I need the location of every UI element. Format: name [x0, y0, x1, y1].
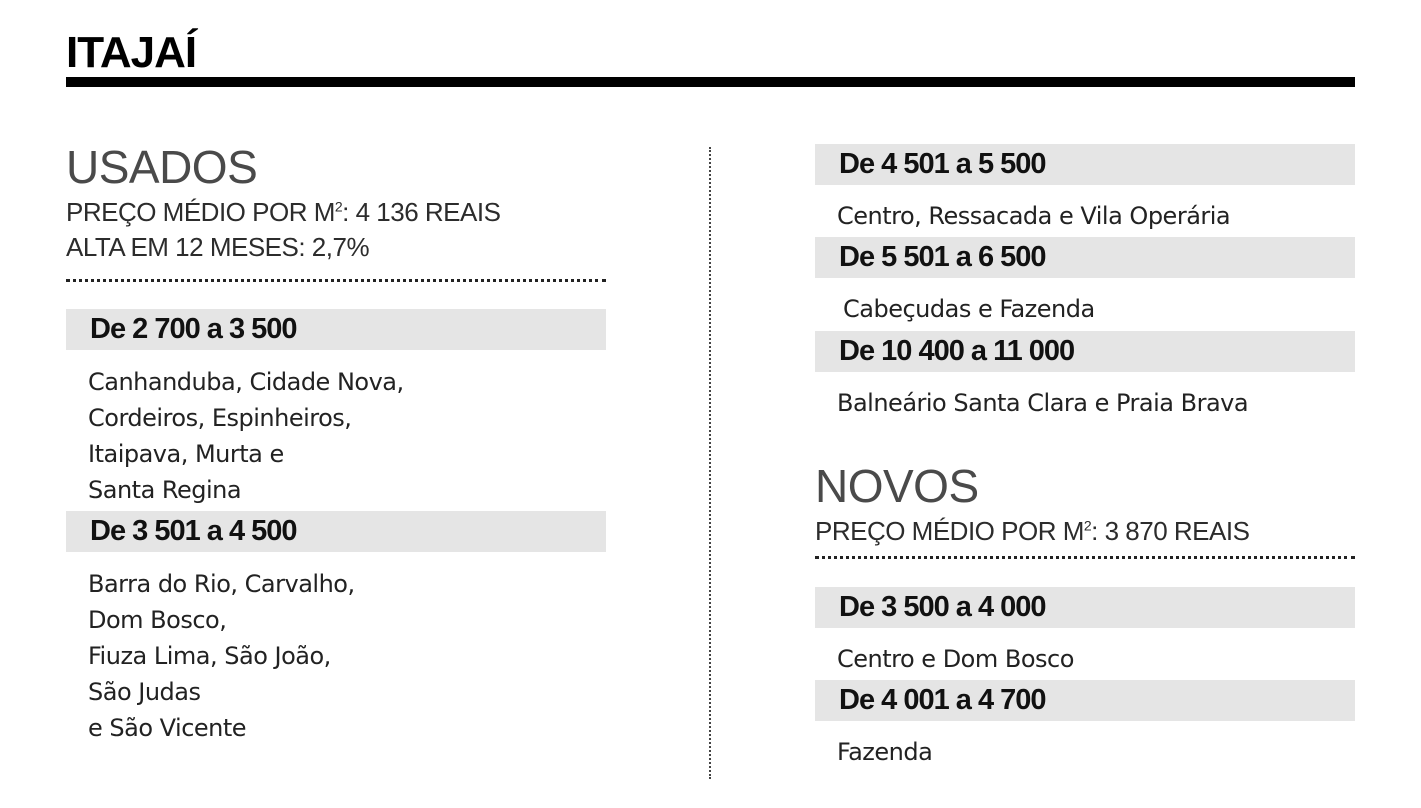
- usados-price-label: PREÇO MÉDIO POR M: [66, 197, 335, 227]
- range-label: De 3 500 a 4 000: [839, 591, 1046, 623]
- novos-average-price: [815, 514, 1355, 549]
- usados-range-4: [815, 237, 1355, 278]
- usados-range-1: [66, 309, 606, 350]
- usados-average-price: [66, 195, 606, 230]
- usados-range-2-neighborhoods: [88, 566, 355, 746]
- novos-range-2-neighborhoods: [837, 734, 932, 770]
- neighborhood-line: e São Vicente: [88, 714, 247, 742]
- range-label: De 3 501 a 4 500: [90, 515, 297, 547]
- usados-range-3-neighborhoods: [837, 198, 1230, 234]
- usados-annual-change: ALTA EM 12 MESES: 2,7%: [66, 232, 370, 262]
- usados-range-3: [815, 144, 1355, 185]
- usados-divider: [66, 279, 606, 282]
- usados-range-1-neighborhoods: [88, 364, 404, 508]
- novos-range-1-neighborhoods: [837, 641, 1074, 677]
- range-label: De 2 700 a 3 500: [90, 313, 297, 345]
- neighborhood-line: São Judas: [88, 678, 201, 706]
- range-label: De 5 501 a 6 500: [839, 241, 1046, 273]
- novos-divider: [815, 556, 1355, 559]
- novos-section: [815, 461, 1355, 559]
- range-label: De 4 001 a 4 700: [839, 684, 1046, 716]
- usados-section: [66, 142, 606, 282]
- usados-price-sup: 2: [334, 198, 343, 215]
- neighborhood-line: Canhanduba, Cidade Nova,: [88, 368, 404, 396]
- column-divider: [709, 147, 711, 779]
- neighborhood-line: Itaipava, Murta e: [88, 440, 284, 468]
- usados-range-4-neighborhoods: [843, 291, 1095, 327]
- neighborhood-line: Centro, Ressacada e Vila Operária: [837, 202, 1231, 230]
- neighborhood-line: Santa Regina: [88, 476, 242, 504]
- neighborhood-line: Balneário Santa Clara e Praia Brava: [837, 389, 1249, 417]
- neighborhood-line: Cordeiros, Espinheiros,: [88, 404, 352, 432]
- page-title: ITAJAÍ: [66, 28, 197, 77]
- neighborhood-line: Dom Bosco,: [88, 606, 227, 634]
- novos-range-2: [815, 680, 1355, 721]
- neighborhood-line: Fazenda: [837, 738, 933, 766]
- novos-price-sup: 2: [1083, 517, 1092, 534]
- neighborhood-line: Cabeçudas e Fazenda: [843, 295, 1095, 323]
- novos-range-1: [815, 587, 1355, 628]
- neighborhood-line: Barra do Rio, Carvalho,: [88, 570, 355, 598]
- novos-heading: NOVOS: [815, 460, 979, 512]
- range-label: De 10 400 a 11 000: [839, 335, 1075, 367]
- range-label: De 4 501 a 5 500: [839, 148, 1046, 180]
- novos-price-label: PREÇO MÉDIO POR M: [815, 516, 1084, 546]
- usados-range-5: [815, 331, 1355, 372]
- neighborhood-line: Fiuza Lima, São João,: [88, 642, 331, 670]
- title-underline: [66, 77, 1355, 87]
- novos-price-value: : 3 870 REAIS: [1091, 516, 1250, 546]
- usados-range-2: [66, 511, 606, 552]
- neighborhood-line: Centro e Dom Bosco: [837, 645, 1074, 673]
- usados-range-5-neighborhoods: [837, 385, 1248, 421]
- usados-price-value: : 4 136 REAIS: [342, 197, 501, 227]
- usados-heading: USADOS: [66, 141, 258, 193]
